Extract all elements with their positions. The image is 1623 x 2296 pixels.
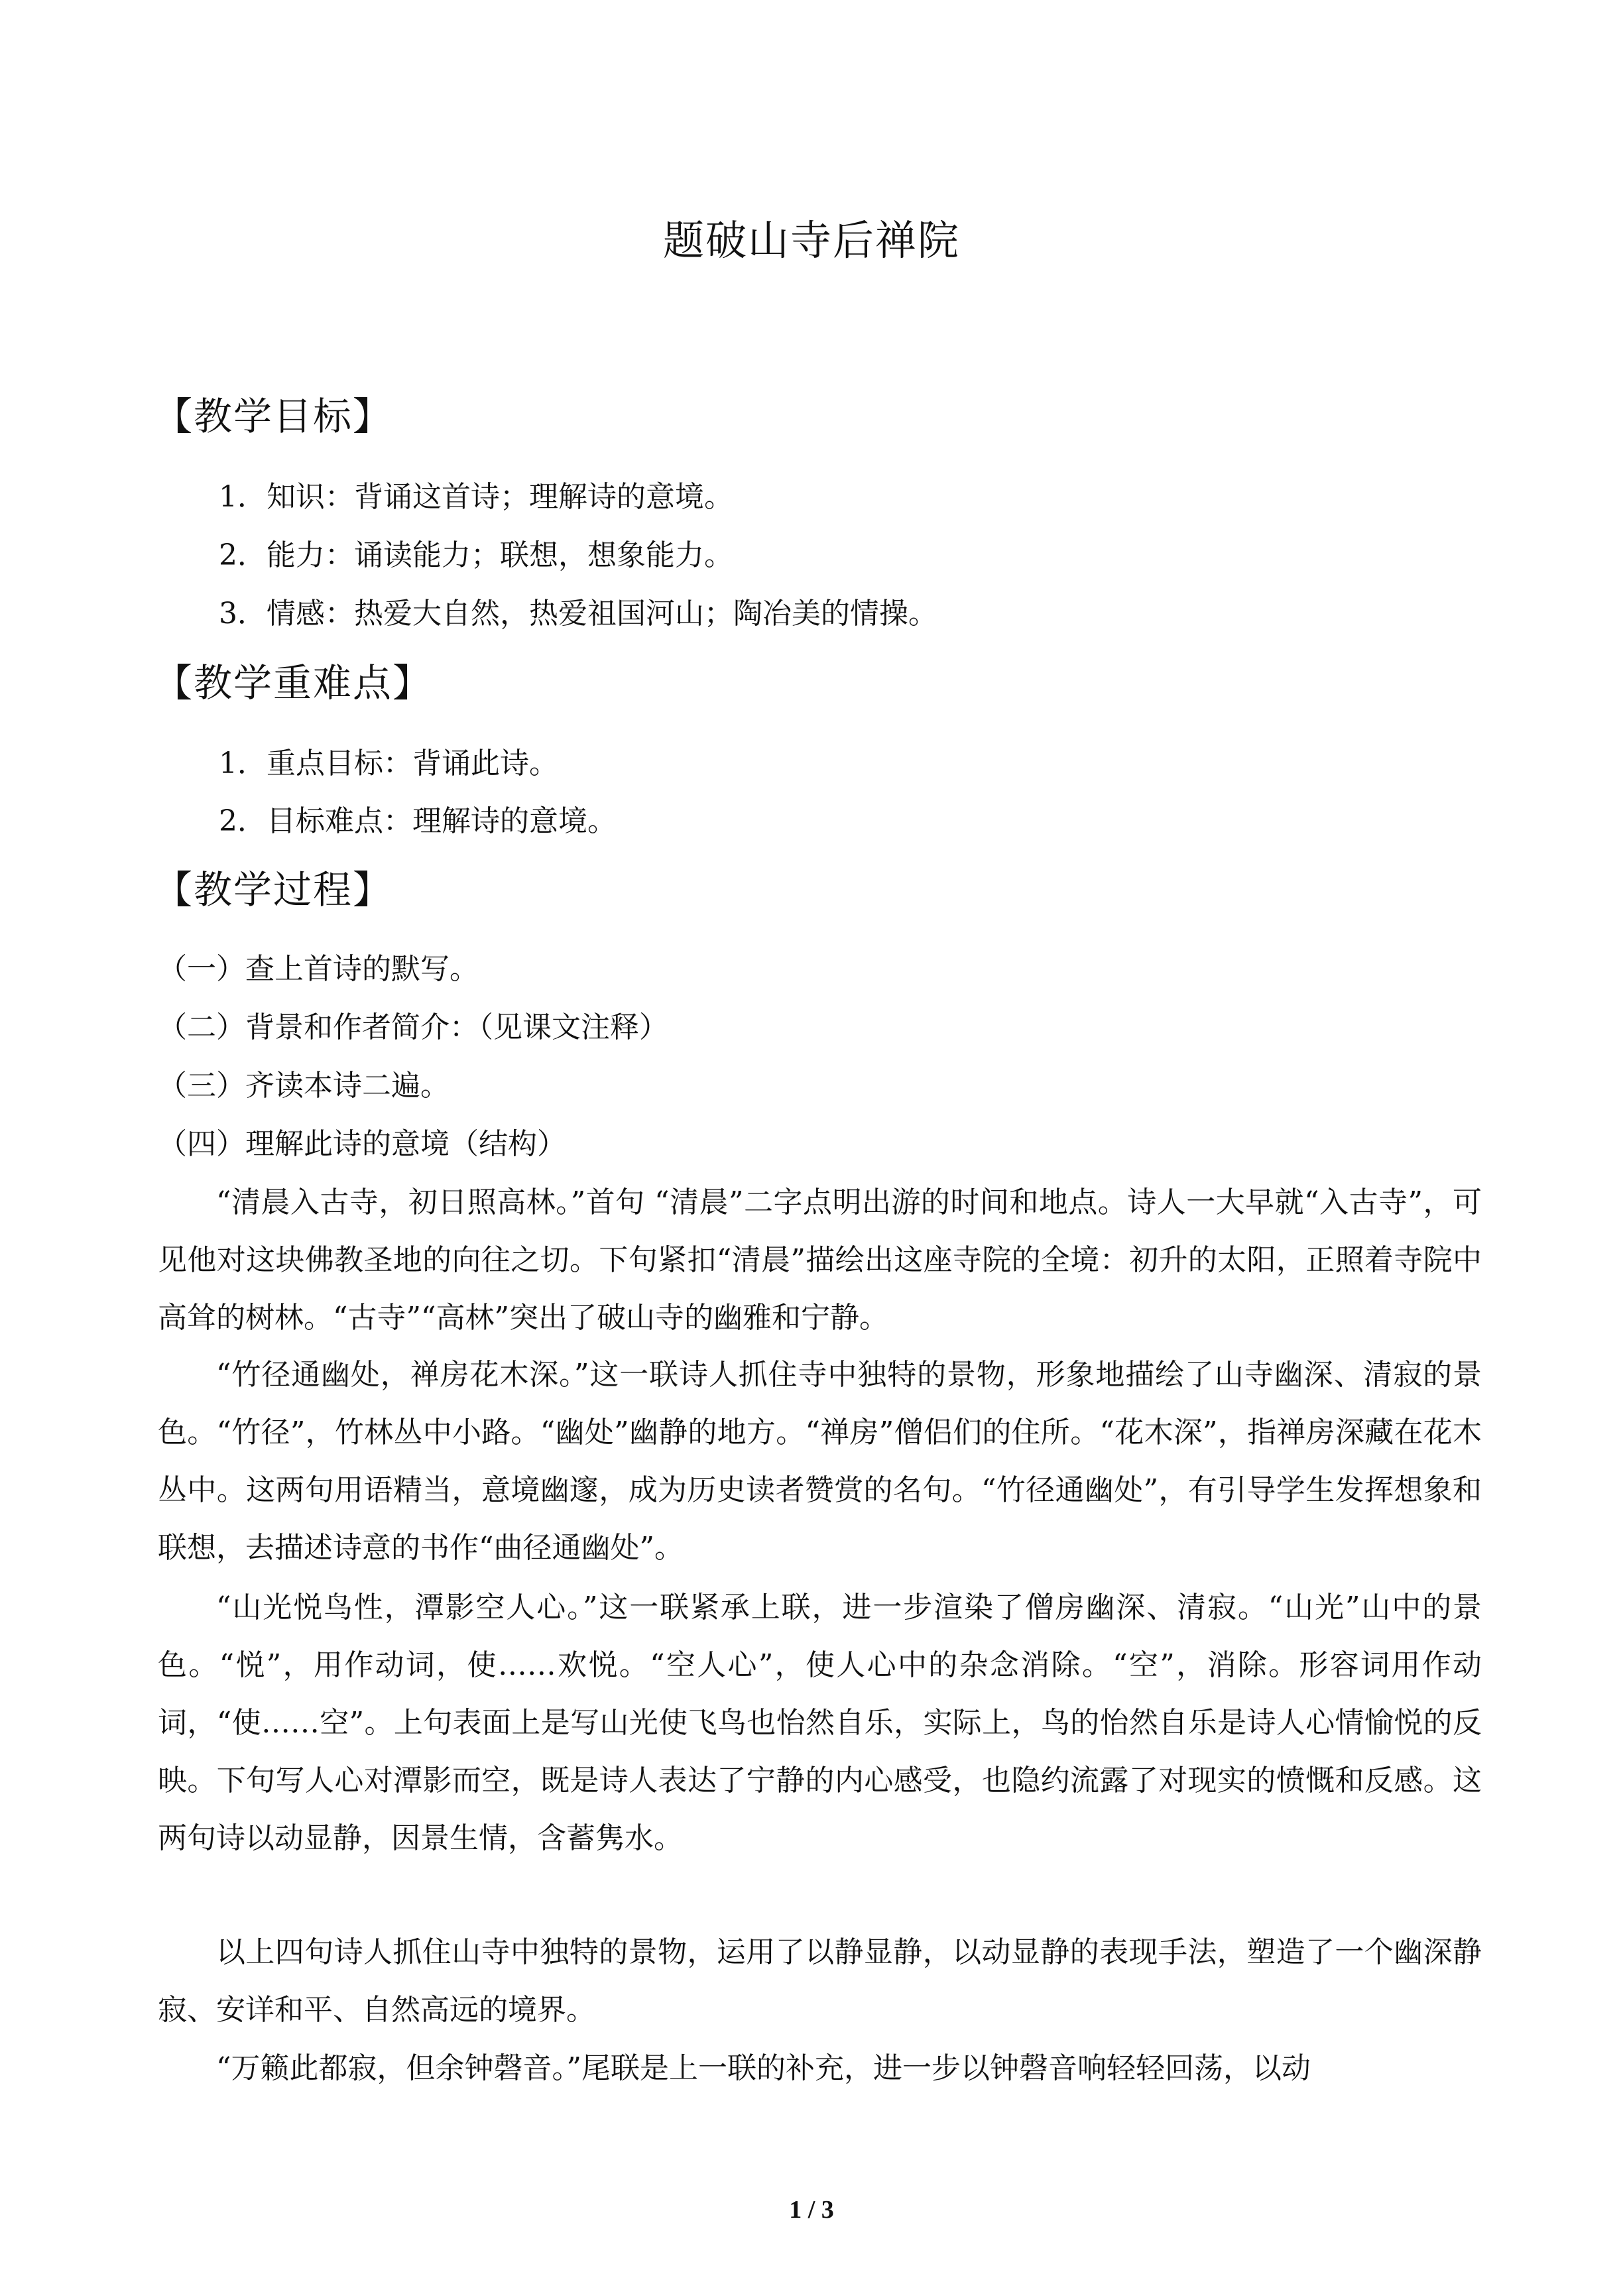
goal-item: 2．能力：诵读能力；联想，想象能力。 xyxy=(219,538,733,572)
goal-item: 1．知识：背诵这首诗；理解诗的意境。 xyxy=(219,480,733,514)
section-heading-key-points: 【教学重难点】 xyxy=(154,660,433,705)
goal-item: 3．情感：热爱大自然，热爱祖国河山；陶冶美的情操。 xyxy=(219,597,937,631)
process-step: （二）背景和作者简介：（见课文注释） xyxy=(158,1010,668,1044)
key-point-item: 1．重点目标：背诵此诗。 xyxy=(219,747,558,780)
section-heading-goals: 【教学目标】 xyxy=(154,394,393,439)
document-title: 题破山寺后禅院 xyxy=(662,216,960,265)
key-point-item: 2．目标难点：理解诗的意境。 xyxy=(219,804,617,838)
process-step: （三）齐读本诗二遍。 xyxy=(158,1069,450,1103)
process-step: （一）查上首诗的默写。 xyxy=(158,952,479,986)
section-heading-process: 【教学过程】 xyxy=(154,867,393,912)
body-paragraph: “山光悦鸟性，潭影空人心。”这一联紧承上联，进一步渲染了僧房幽深、清寂。“山光”山中的景色。“悦”，用作动词，使……欢悦。“空人心”，使人心中的杂念消除。“空”，消除。形容词用作动词，“使……空”。上句表面上是写山光使飞鸟也怡然自乐，实际上，鸟的怡然自乐是诗人心情愉悦的反映。下句写人心对潭影而空，既是诗人表达了宁静的内心感受，也隐约流露了对现实的愤慨和反感。这两句诗以动显静，因景生情，含蓄隽水。 xyxy=(158,1591,1482,1855)
body-paragraph: 以上四句诗人抓住山寺中独特的景物，运用了以静显静，以动显静的表现手法，塑造了一个幽深静寂、安详和平、自然高远的境界。 xyxy=(158,1935,1482,2027)
process-step: （四）理解此诗的意境（结构） xyxy=(158,1127,566,1161)
body-paragraph: “竹径通幽处，禅房花木深。”这一联诗人抓住寺中独特的景物，形象地描绘了山寺幽深、清寂的景色。“竹径”，竹林丛中小路。“幽处”幽静的地方。“禅房”僧侣们的住所。“花木深”，指禅房深藏在花木丛中。这两句用语精当，意境幽邃，成为历史读者赞赏的名句。“竹径通幽处”，有引导学生发挥想象和联想，去描述诗意的书作“曲径通幽处”。 xyxy=(158,1358,1482,1565)
body-paragraph: “清晨入古寺，初日照高林。”首句 “清晨”二字点明出游的时间和地点。诗人一大早就“入古寺”，可见他对这块佛教圣地的向往之切。下句紧扣“清晨”描绘出这座寺院的全境：初升的太阳，正照着寺院中高耸的树林。“古寺”“高林”突出了破山寺的幽雅和宁静。 xyxy=(158,1185,1482,1335)
page-number: 1 / 3 xyxy=(789,2196,834,2224)
body-paragraph: “万籁此都寂，但余钟磬音。”尾联是上一联的补充，进一步以钟磬音响轻轻回荡，以动 xyxy=(216,2051,1311,2085)
